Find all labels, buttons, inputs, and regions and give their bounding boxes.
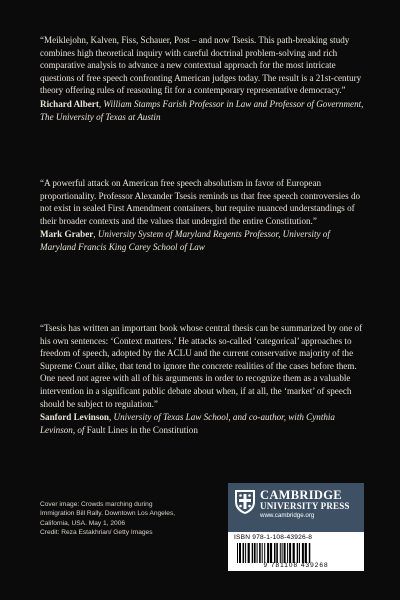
endorsement-attribution: Mark Graber, University System of Maryland Regents Professor, University of Maryland Francis King Carey School of Law xyxy=(40,229,330,252)
endorsement-attribution: Richard Albert, William Stamps Farish Professor in Law and Professor of Government, The University of Texas at Austin xyxy=(40,98,364,122)
barcode-bar xyxy=(282,543,283,563)
endorsement-levinson xyxy=(40,322,366,436)
publisher-logo xyxy=(234,488,360,524)
barcode-bar xyxy=(287,543,288,563)
barcode-bar xyxy=(305,543,307,563)
isbn-label: ISBN 978-1-108-43926-8 xyxy=(234,534,313,541)
barcode-bar xyxy=(243,543,245,563)
barcode-bar xyxy=(267,543,269,563)
endorser-name: Sanford Levinson xyxy=(40,412,109,423)
endorsement-attribution: Sanford Levinson, University of Texas Law School, and co-author, with Cynthia Levinson, of Fault Lines in the Constitution xyxy=(40,412,335,435)
barcode-bar xyxy=(297,543,299,563)
endorser-name: Mark Graber xyxy=(40,229,94,240)
credit-line: Cover image: Crowds marching during xyxy=(40,501,153,508)
cover-image-credit xyxy=(40,500,210,537)
barcode-bar xyxy=(270,543,272,563)
barcode-bar xyxy=(237,543,238,563)
barcode-bar xyxy=(248,543,250,563)
endorsement-graber xyxy=(40,177,366,254)
crest-icon xyxy=(234,489,256,515)
barcode-bar xyxy=(257,543,258,563)
barcode-bar xyxy=(299,543,300,563)
barcode-bar xyxy=(276,543,278,563)
credit-line: Immigration Bill Rally. Downtown Los Angeles, xyxy=(40,510,176,518)
barcode-bar xyxy=(259,543,261,563)
book-title: Fault Lines in the Constitution xyxy=(86,424,198,435)
endorsement-quote: “Meiklejohn, Kalven, Fiss, Schauer, Post – and now Tsesis. This path-breaking study combines high theoretical inquiry with careful doctrinal problem-solving and rich comparative analysis to advance a new contextual approach for the most intricate questions of free speech confronting American judges today. The result is a 21st-century theory offering rules of reasoning fit for a contemporary representative democracy.” xyxy=(40,35,362,96)
endorser-affiliation: University of Texas Law School, and co-author, with Cynthia Levinson, of xyxy=(40,412,335,435)
barcode-bar xyxy=(254,543,256,563)
barcode-bar xyxy=(262,543,263,563)
isbn-barcode xyxy=(228,532,364,571)
endorser-affiliation: William Stamps Farish Professor in Law and Professor of Government, The University of Texas at Austin xyxy=(40,98,364,122)
barcode-bar xyxy=(239,543,241,563)
endorsement-quote: “A powerful attack on American free speech absolutism in favor of European proportionality. Professor Alexander Tsesis reminds us that free speech controversies do not exist in sealed First Amendment containers, but require nuanced understandings of their broader contexts and the values that undergird the entire Constitution.” xyxy=(40,178,361,226)
barcode-bar xyxy=(289,543,291,563)
endorsement-albert xyxy=(40,34,366,123)
publisher-name: CAMBRIDGE xyxy=(260,488,342,502)
barcode-bar xyxy=(252,543,254,563)
publisher-subtitle: UNIVERSITY PRESS xyxy=(260,501,350,511)
barcode-digits: 9 781108 439268 xyxy=(263,562,329,569)
publisher-url: www.cambridge.org xyxy=(260,512,315,519)
barcode-bar xyxy=(245,543,246,563)
barcode-bar xyxy=(264,543,265,563)
barcode-bar xyxy=(280,543,281,563)
endorsement-quote: “Tsesis has written an important book whose central thesis can be summarized by one of his own sentences: ‘Context matters.’ He attacks so-called ‘categorical’ approaches to freedom of speech, adopted by the ACLU and the current conservative majority of the Supreme Court alike, that tend to ignore the concrete realities of the cases before them. One need not agree with all of his arguments in order to recognize them as a valuable intervention in a significant public debate about when, if at all, the ‘market’ of speech should be subject to regulation.” xyxy=(40,323,363,409)
credit-line: California, USA. May 1, 2006 xyxy=(40,519,126,527)
credit-line: Credit: Reza Estakhrian/ Getty Images xyxy=(40,528,153,536)
barcode-bar xyxy=(309,543,311,563)
endorser-name: Richard Albert xyxy=(40,98,99,109)
barcode-bar xyxy=(302,543,304,563)
barcode-bar xyxy=(274,543,276,563)
endorser-affiliation: University System of Maryland Regents Professor, University of Maryland Francis King Carey School of Law xyxy=(40,229,330,252)
barcode-bar xyxy=(293,543,295,563)
barcode-bar xyxy=(284,543,286,563)
barcode-icon xyxy=(236,543,358,563)
